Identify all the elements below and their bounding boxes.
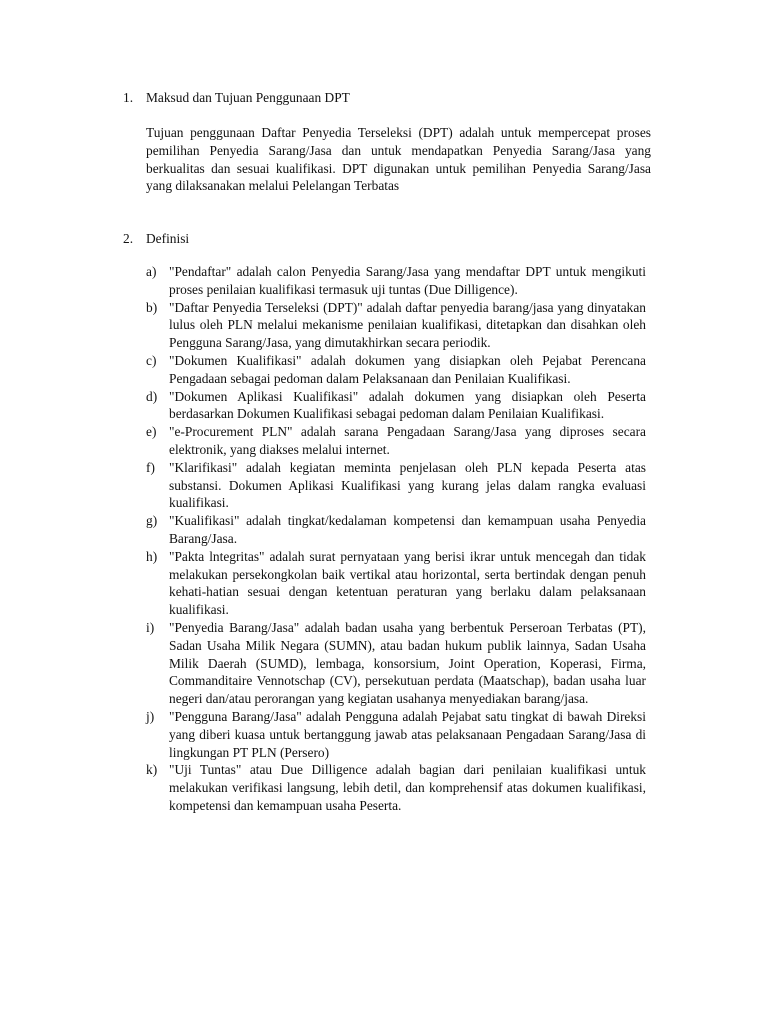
definition-letter: g) [146,513,158,529]
definition-item-k [146,761,646,814]
definition-item-d [146,388,646,424]
section-2-number: 2. [123,231,134,246]
definition-list [146,263,646,815]
definition-item-c [146,352,646,388]
definition-letter: i) [146,619,155,635]
section-2-title: Definisi [146,231,190,246]
section-2-heading [123,230,643,248]
definition-item-g [146,512,646,548]
section-1-heading [123,89,643,107]
definition-text: "e-Procurement PLN" adalah sarana Pengadaan Sarang/Jasa yang diproses secara elektronik, yang diakses melalui internet. [169,424,646,457]
definition-text: "Kualifikasi" adalah tingkat/kedalaman kompetensi dan kemampuan usaha Penyedia Barang/Jasa. [169,513,646,546]
definition-text: "Dokumen Kualifikasi" adalah dokumen yang disiapkan oleh Pejabat Perencana Pengadaan sebagai pedoman dalam Pelaksanaan dan Penilaian Kualifikasi. [169,352,646,386]
definition-text: "Uji Tuntas" atau Due Dilligence adalah bagian dari penilaian kualifikasi untuk melakukan verifikasi langsung, lebih detil, dan komprehensif atas dokumen kualifikasi, kompetensi dan kemampuan usaha Peserta. [169,762,646,813]
definition-text: "Pengguna Barang/Jasa" adalah Pengguna adalah Pejabat satu tingkat di bawah Direksi yang diberi kuasa untuk bertanggung jawab atas pelaksanaan Pengadaan Sarang/Jasa di lingkungan PT PLN (Persero) [169,708,646,760]
definition-item-e [146,423,646,459]
definition-letter: d) [146,388,158,404]
definition-letter: k) [146,762,158,778]
definition-item-b [146,299,646,352]
section-1-title: Maksud dan Tujuan Penggunaan DPT [146,90,350,105]
definition-letter: e) [146,424,157,440]
definition-text: "Pendaftar" adalah calon Penyedia Sarang/Jasa yang mendaftar DPT untuk mengikuti proses penilaian kualifikasi termasuk uji tuntas (Due Dilligence). [169,264,646,297]
definition-letter: a) [146,264,157,279]
definition-item-j [146,708,646,761]
definition-letter: f) [146,459,155,475]
definition-text: "Daftar Penyedia Terseleksi (DPT)" adalah daftar penyedia barang/jasa yang dinyatakan lulus oleh PLN melalui mekanisme penilaian kualifikasi, ditetapkan dan disahkan oleh Pengguna Sarang/Jasa, yang dimutakhirkan secara periodik. [169,299,646,351]
section-1-number: 1. [123,90,134,105]
definition-letter: h) [146,548,158,564]
section-1-paragraph: Tujuan penggunaan Daftar Penyedia Terseleksi (DPT) adalah untuk mempercepat proses pemilihan Penyedia Sarang/Jasa dan untuk mendapatkan Penyedia Sarang/Jasa yang berkualitas dan sesuai kualifikasi. DPT digunakan untuk pemilihan Penyedia Sarang/Jasa yang dilaksanakan melalui Pelelangan Terbatas [146,125,651,194]
definition-text: "Dokumen Aplikasi Kualifikasi" adalah dokumen yang disiapkan oleh Peserta berdasarkan Dokumen Kualifikasi sebagai pedoman dalam Penilaian Kualifikasi. [169,388,646,422]
definition-item-i [146,619,646,708]
definition-item-h [146,548,646,619]
definition-letter: c) [146,352,157,368]
definition-letter: b) [146,299,158,315]
definition-text: "Pakta lntegritas" adalah surat pernyataan yang berisi ikrar untuk mencegah dan tidak melakukan persekongkolan baik vertikal atau horizontal, serta bertindak dengan penuh kehati-hatian sesuai dengan ketentuan peraturan yang berlaku dalam pelaksanaan kualifikasi. [169,548,646,618]
definition-item-a [146,263,646,299]
definition-text: "Klarifikasi" adalah kegiatan meminta penjelasan oleh PLN kepada Peserta atas substansi. Dokumen Aplikasi Kualifikasi yang kurang jelas dalam rangka evaluasi kualifikasi. [169,459,646,511]
definition-text: "Penyedia Barang/Jasa" adalah badan usaha yang berbentuk Perseroan Terbatas (PT), Sadan Usaha Milik Negara (SUMN), atau badan hukum publik lainnya, Sadan Usaha Milik Daerah (SUMD), lembaga, konsorsium, Joint Operation, Koperasi, Firma, Commanditaire Vennotschap (CV), persekutuan perdata (Maatschap), badan usaha luar negeri dan/atau perorangan yang kegiatan usahanya menyediakan barang/jasa. [169,619,646,707]
definition-item-f [146,459,646,512]
definition-letter: j) [146,708,155,724]
